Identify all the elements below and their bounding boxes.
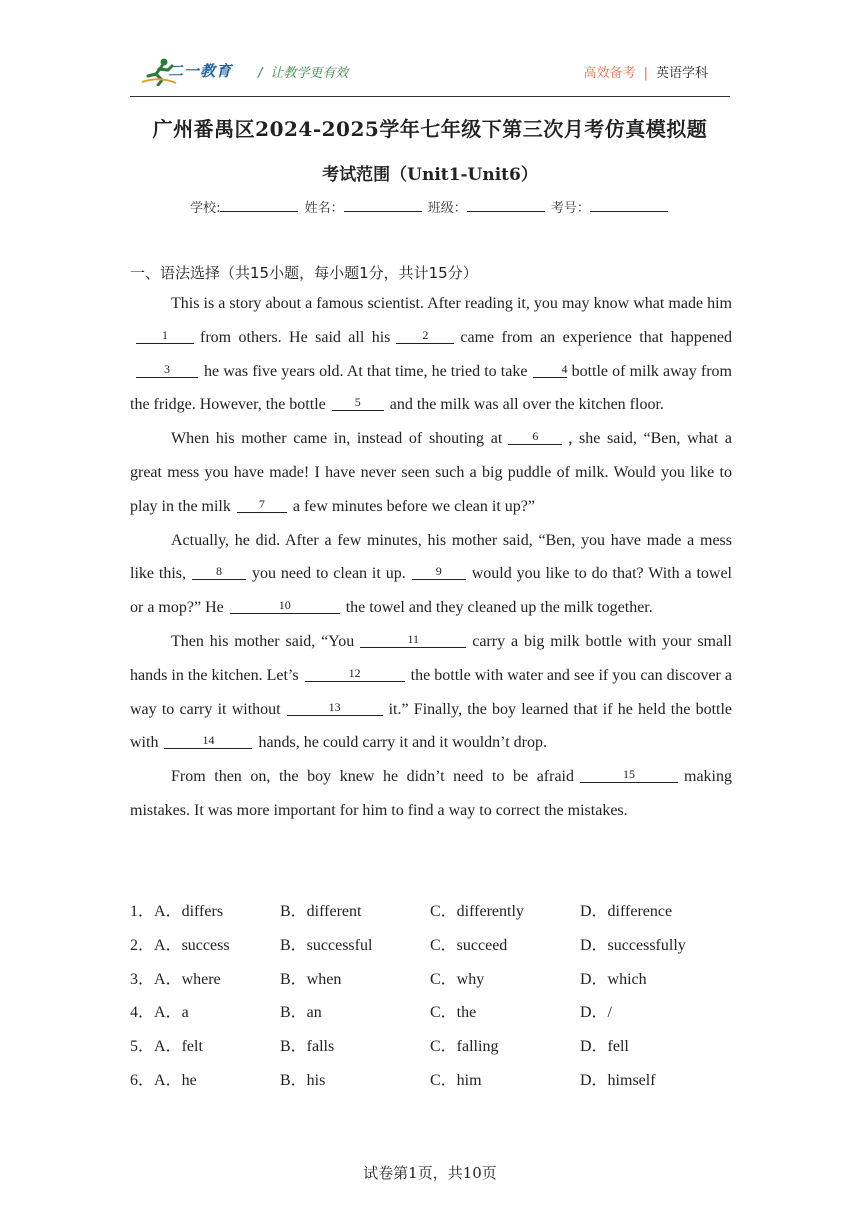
class-label: 班级： xyxy=(427,201,467,216)
tag-exam-prep: 高效备考 xyxy=(583,66,636,81)
blank-7[interactable]: 7 xyxy=(237,497,287,513)
blank-15[interactable]: 15 xyxy=(580,767,678,783)
blank-12[interactable]: 12 xyxy=(305,666,405,682)
question-row-2: 2．A．success B．successful C．succeed D．successfully xyxy=(130,929,732,963)
blank-8[interactable]: 8 xyxy=(192,564,246,580)
name-field[interactable] xyxy=(344,199,422,212)
option-5c[interactable]: C．falling xyxy=(430,1038,499,1056)
option-4d[interactable]: D．/ xyxy=(580,1004,613,1022)
blank-11[interactable]: 11 xyxy=(360,632,466,648)
question-row-5: 5．A．felt B．falls C．falling D．fell xyxy=(130,1030,732,1064)
option-6a[interactable]: A．he xyxy=(154,1071,197,1089)
paragraph-1: This is a story about a famous scientist. After reading it, you may know what made him1 from others. He said all his 2 came from an experience that happened3 he was five years old. At that time, he tried to take 4 bottle of milk away from the fridge. However, the bottle 5 and the milk was all over the kitchen floor. xyxy=(130,295,733,414)
name-label: 姓名： xyxy=(304,201,344,216)
section-heading: 一、语法选择（共15小题，每小题1分，共计15分） xyxy=(130,264,478,282)
option-3a[interactable]: A．where xyxy=(154,970,221,988)
blank-9[interactable]: 9 xyxy=(412,564,466,580)
blank-5[interactable]: 5 xyxy=(332,395,384,411)
cloze-passage xyxy=(130,287,732,828)
paragraph-3: Actually, he did. After a few minutes, his mother said, “Ben, you have made a mess like this, 8 you need to clean it up. 9 would you like to do that? With a towel or a mop?” He 10 the towel and they cleaned up the milk together. xyxy=(130,531,732,617)
option-4b[interactable]: B．an xyxy=(280,1004,322,1022)
option-2d[interactable]: D．successfully xyxy=(580,936,686,954)
exam-no-field[interactable] xyxy=(590,199,668,212)
question-row-3: 3．A．where B．when C．why D．which xyxy=(130,963,732,997)
paragraph-5: From then on, the boy knew he didn’t need to be afraid 15 making mistakes. It was more important for him to find a way to correct the mistakes. xyxy=(130,767,732,819)
option-6d[interactable]: D．himself xyxy=(580,1071,656,1089)
blank-4[interactable]: 4 xyxy=(533,362,567,378)
blank-10[interactable]: 10 xyxy=(230,598,340,614)
header-divider xyxy=(130,96,730,97)
option-5b[interactable]: B．falls xyxy=(280,1038,335,1056)
option-4c[interactable]: C．the xyxy=(430,1004,477,1022)
option-2b[interactable]: B．successful xyxy=(280,936,373,954)
page-title: 广州番禺区2024-2025学年七年级下第三次月考仿真模拟题 xyxy=(152,117,708,141)
header-tags: 高效备考 | 英语学科 xyxy=(583,66,708,81)
option-2a[interactable]: A．success xyxy=(154,936,230,954)
option-1b[interactable]: B．different xyxy=(280,903,362,920)
option-1d[interactable]: D．difference xyxy=(580,903,673,920)
option-3d[interactable]: D．which xyxy=(580,970,647,988)
logo-text: 二一教育 xyxy=(168,62,233,80)
blank-3[interactable]: 3 xyxy=(136,362,198,378)
option-3b[interactable]: B．when xyxy=(280,970,342,988)
slogan: / 让教学更有效 xyxy=(258,66,349,81)
option-3c[interactable]: C．why xyxy=(430,970,485,988)
option-5d[interactable]: D．fell xyxy=(580,1038,629,1056)
option-6b[interactable]: B．his xyxy=(280,1071,326,1089)
option-6c[interactable]: C．him xyxy=(430,1071,482,1089)
option-1c[interactable]: C．differently xyxy=(430,903,524,920)
blank-2[interactable]: 2 xyxy=(396,328,454,344)
school-field[interactable] xyxy=(220,199,298,212)
page-header xyxy=(130,52,730,96)
option-5a[interactable]: A．felt xyxy=(154,1038,203,1056)
blank-6[interactable]: 6 xyxy=(508,429,562,445)
blank-13[interactable]: 13 xyxy=(287,700,383,716)
option-1a[interactable]: A．differs xyxy=(154,903,224,920)
class-field[interactable] xyxy=(467,199,545,212)
slogan-text: 让教学更有效 xyxy=(270,66,349,81)
school-label: 学校: xyxy=(190,201,221,216)
option-4a[interactable]: A．a xyxy=(154,1004,189,1022)
exam-scope: 考试范围（Unit1-Unit6） xyxy=(322,165,538,185)
exam-no-label: 考号： xyxy=(550,201,590,216)
blank-1[interactable]: 1 xyxy=(136,328,194,344)
paragraph-4: Then his mother said, “You 11 carry a big milk bottle with your small hands in the kitchen. Let’s 12 the bottle with water and see if you can discover a way to carry it without 13 it.” Finally, the boy learned that if he held the bottle with 14 hands, he could carry it and it wouldn’t drop. xyxy=(130,631,733,752)
tag-subject: 英语学科 xyxy=(655,66,708,81)
question-row-4: 4．A．a B．an C．the D．/ xyxy=(130,996,732,1030)
option-2c[interactable]: C．succeed xyxy=(430,936,508,954)
blank-14[interactable]: 14 xyxy=(164,733,252,749)
page-footer: 试卷第1页，共10页 xyxy=(363,1164,497,1182)
question-row-6: 6．A．he B．his C．him D．himself xyxy=(130,1064,732,1098)
paragraph-2: When his mother came in, instead of shouting at 6 , she said, “Ben, what a great mess you have made! I have never seen such a big puddle of milk. Would you like to play in the milk 7 a few minutes before we clean it up?” xyxy=(130,429,732,515)
student-info-line xyxy=(0,197,860,216)
question-row-1: 1．A．differs B．different C．differently D．difference xyxy=(130,895,732,929)
question-options xyxy=(130,895,732,1098)
